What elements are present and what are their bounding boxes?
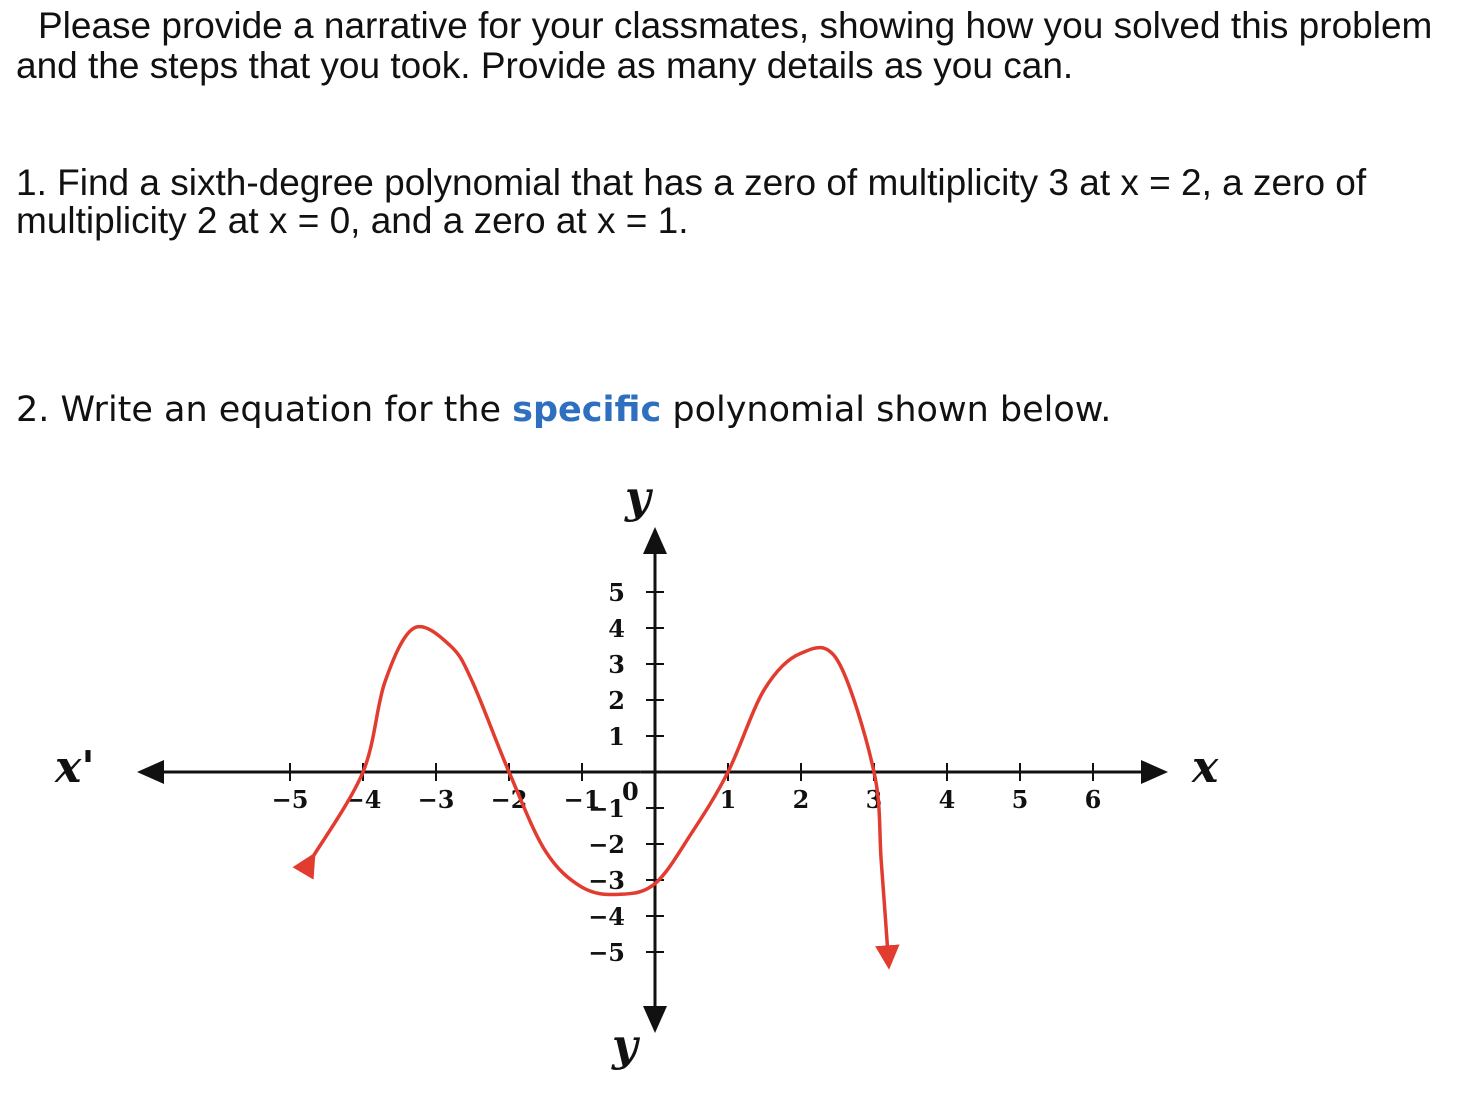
y-tick-label: −1	[588, 794, 625, 823]
y-axis-label: y	[625, 472, 651, 523]
y-tick-label: −5	[588, 938, 625, 967]
x-tick-label: −4	[344, 785, 382, 814]
x-tick-label: 5	[1011, 785, 1029, 814]
question-2-highlight: specific	[512, 390, 662, 430]
question-1: 1. Find a sixth-degree polynomial that has a zero of multiplicity 3 at x = 2, a zero of multiplicity 2 at x = 0, and a zero at x = 1.	[16, 162, 1367, 241]
y-tick-label: 4	[608, 614, 625, 643]
x-tick-label: 6	[1084, 785, 1102, 814]
y-tick-label: 1	[608, 722, 625, 751]
x-axis-negative-label: x'	[55, 742, 95, 793]
y-tick-label: 5	[608, 578, 625, 607]
y-tick-label: −3	[588, 866, 625, 895]
x-tick-label: −1	[563, 785, 601, 814]
intro-sentence: Please provide a narrative for your classmates, showing how you solved this problem and the steps that you took. Provide as many details as you can.	[16, 5, 1433, 86]
y-axis-negative-label: y	[612, 1020, 638, 1071]
y-tick-label: 2	[608, 686, 625, 715]
axes	[140, 530, 1165, 1030]
x-tick-label: −3	[417, 785, 455, 814]
x-tick-label: 1	[719, 785, 737, 814]
y-tick-label: −2	[588, 830, 625, 859]
polynomial-graph	[0, 470, 1462, 1090]
y-tick-label: 3	[608, 650, 625, 679]
x-tick-label: −2	[490, 785, 528, 814]
x-tick-label: 4	[938, 785, 956, 814]
x-tick-label: 2	[792, 785, 810, 814]
y-tick-label: −4	[588, 902, 625, 931]
question-2	[16, 388, 1111, 432]
x-tick-label: −5	[271, 785, 309, 814]
question-2-before: 2. Write an equation for the	[16, 390, 513, 430]
x-tick-label: 3	[865, 785, 883, 814]
question-2-after: polynomial shown below.	[661, 390, 1112, 430]
origin-label: 0	[622, 777, 639, 806]
x-axis-label: x	[1192, 742, 1219, 793]
intro-text	[16, 6, 1436, 86]
